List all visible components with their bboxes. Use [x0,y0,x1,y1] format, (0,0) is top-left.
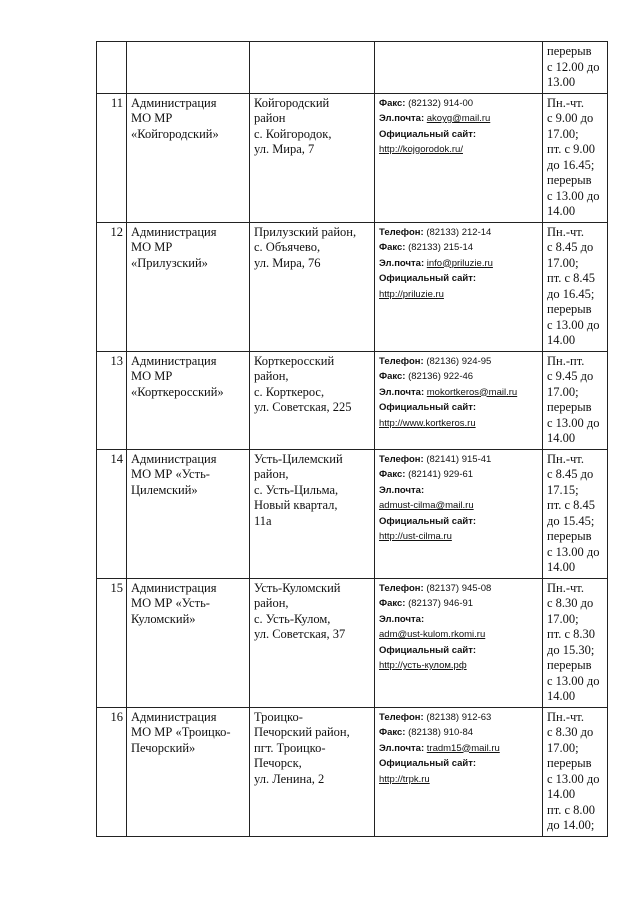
working-hours-line: с 8.45 до [547,240,594,254]
organization-name-cell [127,449,250,578]
working-hours-line: с 13.00 до [547,673,600,688]
working-hours-line: перерыв [547,173,592,187]
contact-label: Эл.почта: [379,113,425,124]
address-line: район, [254,467,289,481]
organization-name-line: Администрация [131,95,217,110]
contact-value: (82141) 929-61 [408,469,474,480]
working-hours-line: до 16.45; [547,157,595,172]
contact-line [379,612,539,628]
contact-value: (82133) 215-14 [408,242,474,253]
contact-value: (82137) 945-08 [426,582,492,594]
contact-link[interactable]: http://ust-cilma.ru [379,531,452,542]
working-hours-line: Пн.-чт. [547,580,584,595]
organization-name-line: Администрация [131,353,217,368]
row-number-cell [97,93,127,222]
contact-line [379,643,539,659]
organization-name-line: Администрация [131,451,217,466]
row-number: 12 [110,224,123,239]
address-line: ул. Советская, 37 [254,627,346,641]
organization-name-cell [127,93,250,222]
working-hours-line: с 9.00 до [547,111,594,125]
contact-line [379,529,539,545]
contact-label: Эл.почта: [379,257,425,269]
contact-line [379,96,539,112]
table-row [97,93,608,222]
row-number: 16 [110,709,123,724]
working-hours-line: до 15.45; [547,513,595,528]
organization-name-line: Администрация [131,580,217,595]
contact-label: Телефон: [379,355,424,367]
contact-label: Официальный сайт: [379,402,477,413]
contact-label: Факс: [379,469,406,480]
address-line: 11а [254,513,272,528]
contact-label: Официальный сайт: [379,644,477,656]
row-number-cell [97,42,127,94]
working-hours-line: 17.00; [547,740,579,755]
contact-value: (82138) 912-63 [426,711,492,723]
contact-link[interactable]: http://priluzie.ru [379,288,444,300]
address-line: ул. Советская, 225 [254,400,352,414]
row-number: 15 [110,580,123,595]
organization-name-line: Цилемский» [131,482,198,497]
working-hours-line: с 9.45 до [547,369,594,383]
contact-line [379,142,539,158]
contact-label: Эл.почта: [379,386,425,398]
working-hours-line: Пн.-пт. [547,353,585,368]
working-hours-line: 14.00 [547,787,576,801]
row-number: 11 [110,95,123,110]
contact-label: Официальный сайт: [379,273,477,284]
working-hours-line: с 13.00 до [547,544,600,559]
working-hours-line: 14.00 [547,689,576,703]
address-line: Койгородский [254,95,330,110]
address-cell [250,707,375,836]
working-hours-line: с 13.00 до [547,415,600,430]
contacts-cell [375,351,543,449]
contact-value: (82138) 910-84 [408,727,474,738]
contacts-cell [375,707,543,836]
contact-line [379,756,539,772]
contact-label: Эл.почта: [379,484,425,496]
working-hours-line: пт. с 8.45 [547,498,596,512]
contact-line [379,741,539,757]
address-cell [250,578,375,707]
contact-link[interactable]: http://kojgorodok.ru/ [379,144,463,155]
contact-label: Факс: [379,97,406,109]
contact-value: (82141) 915-41 [426,453,492,465]
contact-line [379,514,539,530]
working-hours-line: 14.00 [547,431,576,445]
contact-line [379,483,539,499]
contact-line [379,596,539,612]
working-hours-cell [543,222,608,351]
working-hours-cell [543,42,608,94]
contacts-cell [375,449,543,578]
table-row [97,351,608,449]
contact-line [379,710,539,726]
contact-label: Телефон: [379,711,424,723]
row-number-cell [97,449,127,578]
row-number-cell [97,351,127,449]
contact-line [379,240,539,256]
contact-value: (82137) 946-91 [408,598,474,609]
address-line: ул. Мира, 7 [254,142,315,156]
working-hours-line: перерыв [547,44,592,58]
working-hours-line: перерыв [547,756,592,770]
table-row [97,222,608,351]
contact-link[interactable]: tradm15@mail.ru [426,742,500,754]
table-row [97,42,608,94]
organization-name-line: Администрация [131,224,217,239]
address-line: Усть-Куломский [254,580,341,595]
address-cell [250,222,375,351]
organization-name-line: «Корткеросский» [131,384,224,399]
contact-line [379,467,539,483]
contact-line [379,400,539,416]
address-line: Печорский район, [254,725,350,739]
working-hours-line: перерыв [547,529,592,543]
contact-line [379,627,539,643]
working-hours-line: с 13.00 до [547,317,600,332]
working-hours-line: перерыв [547,400,592,414]
working-hours-line: пт. с 8.00 [547,802,596,817]
contact-line [379,287,539,303]
contact-line [379,225,539,241]
address-cell [250,42,375,94]
organization-name-cell [127,578,250,707]
contact-label: Факс: [379,598,406,609]
contact-line [379,416,539,432]
contact-line [379,725,539,741]
contact-label: Официальный сайт: [379,758,477,769]
contacts-cell [375,42,543,94]
contact-line [379,658,539,674]
contact-label: Официальный сайт: [379,128,477,140]
contact-line [379,581,539,597]
working-hours-line: с 13.00 до [547,771,600,786]
working-hours-line: Пн.-чт. [547,224,584,239]
address-line: Печорск, [254,756,302,770]
contact-label: Факс: [379,371,406,382]
organization-name-line: МО МР «Троицко- [131,725,231,739]
organization-name-line: Куломский» [131,611,196,626]
contact-value: (82133) 212-14 [426,226,492,238]
contact-line [379,385,539,401]
contact-line [379,498,539,514]
working-hours-line: до 15.30; [547,642,595,657]
contacts-cell [375,93,543,222]
address-cell [250,351,375,449]
working-hours-line: Пн.-чт. [547,95,584,110]
address-cell [250,93,375,222]
contact-link[interactable]: admust-cilma@mail.ru [379,500,474,511]
address-line: район, [254,369,289,383]
contact-line [379,369,539,385]
organization-name-cell [127,707,250,836]
working-hours-line: Пн.-чт. [547,451,584,466]
organization-name-cell [127,222,250,351]
contact-line [379,452,539,468]
contact-link[interactable]: http://trpk.ru [379,773,430,785]
contact-link[interactable]: adm@ust-kulom.rkomi.ru [379,629,486,640]
address-line: с. Усть-Цильма, [254,482,339,497]
address-line: ул. Ленина, 2 [254,771,325,786]
address-line: с. Корткерос, [254,384,325,399]
contact-line [379,111,539,127]
table-row [97,707,608,836]
contacts-cell [375,222,543,351]
contact-label: Факс: [379,242,406,253]
row-number-cell [97,578,127,707]
row-number: 13 [110,353,123,368]
row-number-cell [97,222,127,351]
contacts-cell [375,578,543,707]
address-line: Корткеросский [254,353,335,368]
working-hours-line: пт. с 8.30 [547,627,596,641]
working-hours-line: 14.00 [547,333,576,347]
contact-label: Эл.почта: [379,613,425,625]
address-line: район, [254,596,289,610]
contact-link[interactable]: info@priluzie.ru [426,257,493,269]
contact-link[interactable]: http://www.kortkeros.ru [379,417,476,429]
contact-link[interactable]: mokortkeros@mail.ru [426,386,518,398]
working-hours-line: 14.00 [547,204,576,218]
contact-line [379,271,539,287]
working-hours-line: с 8.45 до [547,467,594,481]
contact-value: (82136) 922-46 [408,371,474,382]
contact-line [379,354,539,370]
working-hours-line: с 8.30 до [547,725,594,739]
working-hours-cell [543,449,608,578]
organization-name-line: МО МР [131,111,173,125]
working-hours-line: до 16.45; [547,286,595,301]
working-hours-line: с 8.30 до [547,596,594,610]
address-line: с. Койгородок, [254,126,332,141]
organization-name-cell [127,351,250,449]
contact-line [379,127,539,143]
address-line: Прилузский район, [254,224,357,239]
organization-name-line: МО МР [131,240,173,254]
working-hours-line: перерыв [547,302,592,316]
working-hours-cell [543,707,608,836]
working-hours-line: 13.00 [547,75,576,89]
address-line: с. Усть-Кулом, [254,611,331,626]
working-hours-line: Пн.-чт. [547,709,584,724]
working-hours-line: пт. с 8.45 [547,271,596,285]
working-hours-line: пт. с 9.00 [547,142,596,156]
address-line: пгт. Троицко- [254,740,326,755]
organization-name-line: МО МР [131,369,173,383]
working-hours-cell [543,351,608,449]
organization-name-line: Администрация [131,709,217,724]
table-row [97,449,608,578]
working-hours-line: 17.00; [547,126,579,141]
address-cell [250,449,375,578]
working-hours-line: 14.00 [547,560,576,574]
working-hours-cell [543,578,608,707]
organization-name-line: МО МР «Усть- [131,596,210,610]
address-line: Новый квартал, [254,498,338,512]
address-line: Усть-Цилемский [254,451,343,466]
contact-label: Телефон: [379,582,424,594]
contact-label: Эл.почта: [379,742,425,754]
organization-name-line: «Прилузский» [131,255,208,270]
working-hours-cell [543,93,608,222]
organization-name-cell [127,42,250,94]
contact-line [379,772,539,788]
contact-value: (82136) 924-95 [426,355,492,367]
table-body [97,42,608,837]
organization-name-line: МО МР «Усть- [131,467,210,481]
contact-link[interactable]: akoyg@mail.ru [426,113,491,124]
contact-link[interactable]: http://усть-кулом.рф [379,660,467,671]
administrations-table [96,41,608,837]
row-number-cell [97,707,127,836]
address-line: ул. Мира, 76 [254,255,321,270]
contact-label: Телефон: [379,453,424,465]
contact-label: Телефон: [379,226,424,238]
working-hours-line: 17.00; [547,255,579,270]
contact-value: (82132) 914-00 [408,97,474,109]
organization-name-line: Печорский» [131,740,196,755]
row-number: 14 [110,451,123,466]
working-hours-line: 17.15; [547,482,579,497]
working-hours-line: 17.00; [547,611,579,626]
working-hours-line: с 13.00 до [547,188,600,203]
address-line: район [254,111,286,125]
organization-name-line: «Койгородский» [131,126,219,141]
address-line: Троицко- [254,709,303,724]
address-line: с. Объячево, [254,240,321,254]
working-hours-line: перерыв [547,658,592,672]
contact-label: Официальный сайт: [379,515,477,527]
working-hours-line: до 14.00; [547,818,595,832]
working-hours-line: 17.00; [547,384,579,399]
working-hours-line: с 12.00 до [547,59,600,74]
contact-line [379,256,539,272]
contact-label: Факс: [379,727,406,738]
table-row [97,578,608,707]
